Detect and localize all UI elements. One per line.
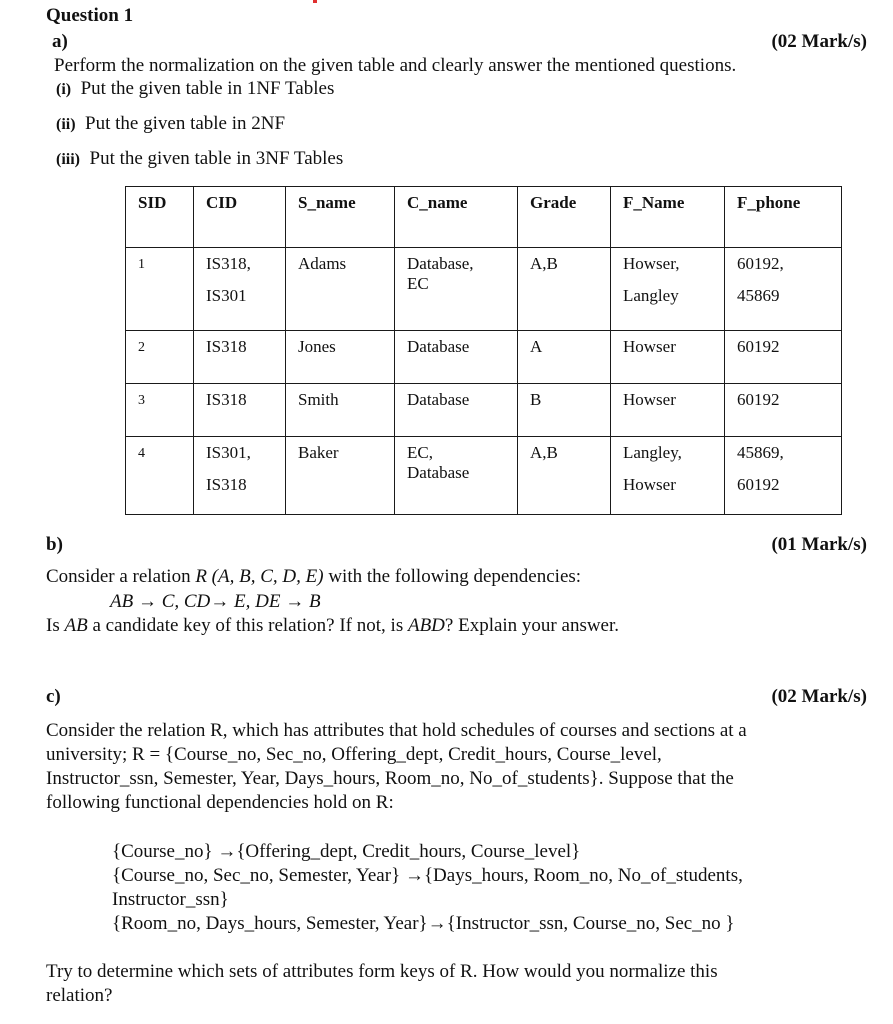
cell-line: 45869 xyxy=(737,285,780,305)
cell-c-name xyxy=(395,437,518,515)
table-row xyxy=(126,384,842,437)
cell-cid xyxy=(194,437,286,515)
part-a-item-1 xyxy=(56,78,334,100)
part-b-dependencies: AB → C, CD→ E, DE → B xyxy=(110,591,321,612)
cell-f-phone: 60192 xyxy=(725,331,842,384)
header-sid: SID xyxy=(126,187,194,248)
item-number: (iii) xyxy=(56,151,80,168)
cell-line: 60192 xyxy=(737,474,780,494)
part-b-marks: (01 Mark/s) xyxy=(771,534,867,555)
part-b-line-1 xyxy=(46,566,581,588)
part-c-fd-line: {Course_no, Sec_no, Semester, Year} →{Days_hours, Room_no, No_of_students, xyxy=(112,865,743,886)
item-number: (i) xyxy=(56,81,72,98)
cell-f-name: Howser xyxy=(611,384,725,437)
cell-f-phone xyxy=(725,437,842,515)
text-fragment: Consider a relation xyxy=(46,566,196,587)
item-number: (ii) xyxy=(56,116,76,133)
part-c-para-line: Consider the relation R, which has attributes that hold schedules of courses and sections at a xyxy=(46,720,747,741)
cell-line: Langley, xyxy=(623,443,682,462)
text-fragment: ? Explain your answer. xyxy=(444,615,620,636)
header-grade: Grade xyxy=(518,187,611,248)
relation-name: R (A, B, C, D, E) xyxy=(195,566,324,587)
cell-s-name: Jones xyxy=(286,331,395,384)
cell-cid: IS318 xyxy=(194,331,286,384)
part-c-label: c) xyxy=(46,686,61,707)
red-mark-fragment xyxy=(313,0,317,3)
table-row xyxy=(126,331,842,384)
cell-line: Database, xyxy=(407,254,474,273)
cell-s-name: Adams xyxy=(286,248,395,331)
part-c-para-line: Instructor_ssn, Semester, Year, Days_hours, Room_no, No_of_students}. Suppose that the xyxy=(46,768,734,789)
table-header-row xyxy=(126,187,842,248)
normalization-table xyxy=(125,186,842,515)
part-c-para-line: following functional dependencies hold on R: xyxy=(46,792,394,813)
part-c-fd-line: {Room_no, Days_hours, Semester, Year}→{Instructor_ssn, Course_no, Sec_no } xyxy=(112,913,735,934)
cell-line: 45869, xyxy=(737,443,784,462)
header-s-name: S_name xyxy=(286,187,395,248)
cell-grade: A,B xyxy=(518,437,611,515)
cell-c-name xyxy=(395,248,518,331)
cell-grade: A xyxy=(518,331,611,384)
cell-line: Howser, xyxy=(623,254,680,273)
cell-sid: 4 xyxy=(126,437,194,515)
cell-sid: 3 xyxy=(126,384,194,437)
cell-cid: IS318 xyxy=(194,384,286,437)
cell-f-phone xyxy=(725,248,842,331)
cell-f-name xyxy=(611,437,725,515)
cell-s-name: Smith xyxy=(286,384,395,437)
cell-f-phone: 60192 xyxy=(725,384,842,437)
part-c-fd-line: {Course_no} →{Offering_dept, Credit_hours, Course_level} xyxy=(112,841,581,862)
cell-c-name: Database xyxy=(395,331,518,384)
cell-s-name: Baker xyxy=(286,437,395,515)
cell-grade: A,B xyxy=(518,248,611,331)
part-a-item-3 xyxy=(56,148,343,170)
table-row xyxy=(126,248,842,331)
part-c-closing-line: Try to determine which sets of attributes form keys of R. How would you normalize this xyxy=(46,961,718,982)
part-a-instruction: Perform the normalization on the given table and clearly answer the mentioned questions. xyxy=(54,55,737,76)
cell-line: Langley xyxy=(623,285,679,305)
header-c-name: C_name xyxy=(395,187,518,248)
cell-line: EC xyxy=(407,273,429,293)
cell-f-name xyxy=(611,248,725,331)
cell-line: Howser xyxy=(623,474,676,494)
cell-line: IS318, xyxy=(206,254,251,273)
part-c-marks: (02 Mark/s) xyxy=(771,686,867,707)
question-title: Question 1 xyxy=(46,5,134,26)
cell-line: 60192, xyxy=(737,254,784,273)
normalization-table-wrapper xyxy=(125,186,842,515)
part-c-para-line: university; R = {Course_no, Sec_no, Offering_dept, Credit_hours, Course_level, xyxy=(46,744,662,765)
cell-line: EC, xyxy=(407,443,433,462)
text-fragment: Is xyxy=(46,615,65,636)
key-ab: AB xyxy=(64,615,88,636)
part-a-item-2 xyxy=(56,113,285,135)
part-a-label: a) xyxy=(52,31,68,52)
part-b-question xyxy=(46,615,619,637)
part-a-marks: (02 Mark/s) xyxy=(771,31,867,52)
header-f-phone: F_phone xyxy=(725,187,842,248)
header-cid: CID xyxy=(194,187,286,248)
cell-sid: 2 xyxy=(126,331,194,384)
item-text: Put the given table in 3NF Tables xyxy=(89,148,344,169)
item-text: Put the given table in 1NF Tables xyxy=(80,78,335,99)
part-c-closing-line: relation? xyxy=(46,985,113,1006)
cell-cid xyxy=(194,248,286,331)
header-f-name: F_Name xyxy=(611,187,725,248)
key-abd: ABD xyxy=(407,615,445,636)
part-c-fd-line: Instructor_ssn} xyxy=(112,889,229,910)
item-text: Put the given table in 2NF xyxy=(85,113,286,134)
cell-line: IS318 xyxy=(206,474,247,494)
text-fragment: a candidate key of this relation? If not, is xyxy=(87,615,408,636)
cell-c-name: Database xyxy=(395,384,518,437)
cell-grade: B xyxy=(518,384,611,437)
cell-sid: 1 xyxy=(126,248,194,331)
cell-line: IS301 xyxy=(206,285,247,305)
text-fragment: with the following dependencies: xyxy=(323,566,582,587)
cell-line: IS301, xyxy=(206,443,251,462)
cell-f-name: Howser xyxy=(611,331,725,384)
table-row xyxy=(126,437,842,515)
cell-line: Database xyxy=(407,462,470,482)
part-b-label: b) xyxy=(46,534,63,555)
